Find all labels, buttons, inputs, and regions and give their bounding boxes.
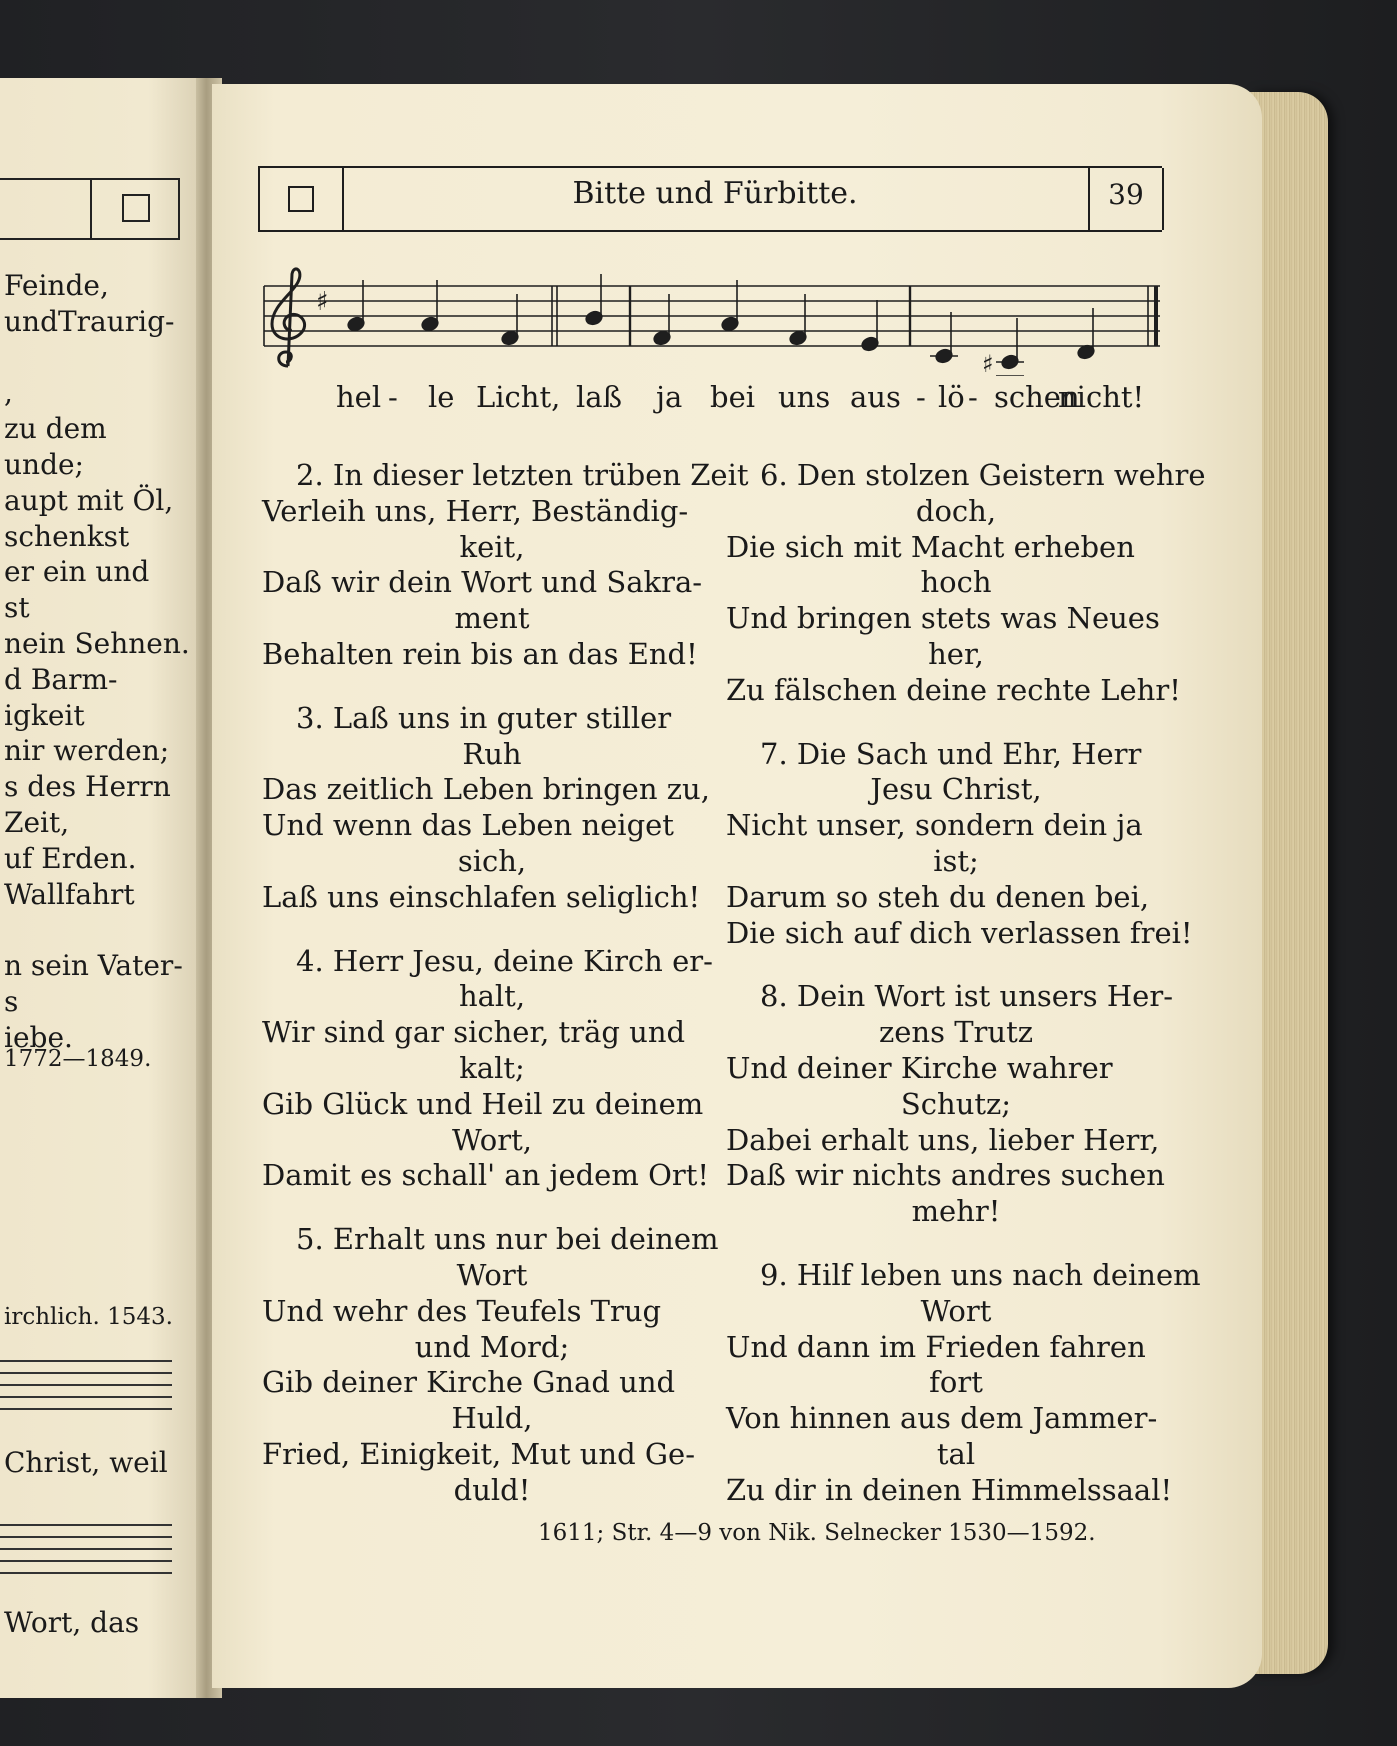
left-page-line: zu dem — [4, 412, 107, 446]
left-page — [0, 78, 212, 1698]
melody-lyrics — [258, 380, 1164, 426]
lyric-syllable: bei — [710, 380, 756, 414]
verse-line: 4. Herr Jesu, deine Kirch er- — [296, 943, 713, 978]
treble-clef-icon — [272, 269, 305, 366]
verse-line: Gib deiner Kirche Gnad und — [262, 1365, 676, 1400]
left-page-line: er ein und — [4, 555, 150, 589]
left-bottom-line-2: Wort, das — [4, 1606, 140, 1639]
verse-line: Zu dir in deinen Himmelssaal! — [726, 1472, 1173, 1507]
lyric-syllable: aus — [850, 380, 901, 414]
verse-line: und Mord; — [414, 1329, 570, 1364]
stanza-gap — [726, 951, 1186, 979]
verse-line: Darum so steh du denen bei, — [726, 879, 1150, 914]
left-page-line: , — [4, 376, 13, 410]
verse-line: 6. Den stolzen Geistern wehre — [760, 458, 1206, 492]
page-header — [258, 166, 1162, 232]
verses-left-column — [262, 458, 749, 1509]
verse-line: Und deiner Kirche wahrer — [726, 1050, 1113, 1085]
verse-line: keit, — [459, 529, 525, 564]
verse-line: Wort — [456, 1257, 528, 1292]
left-page-line: igkeit — [4, 698, 85, 732]
header-divider — [90, 180, 92, 238]
stanza-gap — [726, 709, 1186, 737]
verse-line: 8. Dein Wort ist unsers Her- — [760, 979, 1174, 1014]
verse-line: ist; — [933, 843, 979, 878]
verse-line: 9. Hilf leben uns nach deinem — [760, 1257, 1201, 1292]
verse-line: Zu fälschen deine rechte Lehr! — [726, 672, 1181, 707]
left-page-line: aupt mit Öl, — [4, 483, 174, 517]
verse-line: Dabei erhalt uns, lieber Herr, — [726, 1122, 1160, 1157]
left-page-line: d Barm- — [4, 662, 118, 696]
verse-line: Die sich mit Macht erheben — [726, 529, 1135, 564]
music-staff — [258, 266, 1164, 376]
verse-line: Damit es schall' an jedem Ort! — [262, 1158, 710, 1193]
left-page-line: st — [4, 591, 30, 625]
left-staff-2 — [0, 1524, 172, 1584]
verse-line: doch, — [915, 493, 997, 528]
left-page-line — [4, 340, 194, 376]
left-page-line: Zeit, — [4, 805, 70, 839]
left-page-line: undTraurig- — [4, 304, 175, 338]
verse-line: Und bringen stets was Neues — [726, 601, 1160, 636]
left-page-text — [4, 268, 194, 1056]
verse-line: Jesu Christ, — [870, 772, 1042, 807]
verse-line: fort — [929, 1365, 983, 1400]
lyric-syllable: nicht! — [1058, 380, 1145, 414]
left-page-line: Feinde, — [4, 269, 109, 302]
verse-line: Daß wir nichts andres suchen — [726, 1158, 1165, 1193]
verse-line: Behalten rein bis an das End! — [262, 636, 698, 671]
footer-credit: 1611; Str. 4—9 von Nik. Selnecker 1530—1592. — [538, 1520, 1096, 1546]
stanza-gap — [262, 916, 722, 944]
verse-line: Und wehr des Teufels Trug — [262, 1293, 662, 1328]
left-page-line: n sein Vater- — [4, 949, 183, 983]
sharp-icon: ♯ — [982, 350, 994, 376]
left-page-line: iebe. — [4, 1020, 73, 1054]
left-credit-2: irchlich. 1543. — [4, 1304, 173, 1330]
verse-line: Das zeitlich Leben bringen zu, — [262, 772, 710, 807]
verse-line: zens Trutz — [878, 1015, 1034, 1050]
verse-line: Ruh — [462, 736, 522, 771]
verse-line: her, — [928, 636, 984, 671]
verse-line: halt, — [458, 979, 526, 1014]
left-page-line: Wallfahrt — [4, 877, 135, 911]
stanza-gap — [726, 1230, 1186, 1258]
verse-line: Wort, — [451, 1122, 533, 1157]
verse-line: sich, — [457, 843, 527, 878]
lyric-syllable: laß — [576, 380, 622, 414]
verse-line: Wort — [920, 1293, 992, 1328]
verse-line: Gib Glück und Heil zu deinem — [262, 1086, 704, 1121]
verse-line: Schutz; — [900, 1086, 1012, 1121]
verse-line: kalt; — [459, 1050, 525, 1085]
verse-line: tal — [936, 1436, 976, 1471]
verse-line: Daß wir dein Wort und Sakra- — [262, 565, 703, 600]
verse-line: Verleih uns, Herr, Beständig- — [262, 493, 689, 528]
stanza-gap — [262, 1194, 722, 1222]
lyric-syllable: hel — [336, 380, 382, 414]
lyric-syllable: - — [968, 380, 978, 414]
verse-line: duld! — [453, 1472, 531, 1507]
verse-line: Die sich auf dich verlassen frei! — [726, 915, 1193, 950]
verse-line: Von hinnen aus dem Jammer- — [726, 1401, 1158, 1436]
left-staff-1 — [0, 1360, 172, 1420]
left-page-line: nein Sehnen. — [4, 626, 190, 660]
verse-line: Wir sind gar sicher, träg und — [262, 1015, 686, 1050]
verse-line: Fried, Einigkeit, Mut und Ge- — [262, 1436, 695, 1471]
left-page-line — [4, 912, 194, 948]
page-number: 39 — [1108, 178, 1144, 211]
verse-line: Und dann im Frieden fahren — [726, 1329, 1146, 1364]
lyric-syllable: schen — [994, 380, 1080, 414]
verse-line: 5. Erhalt uns nur bei deinem — [296, 1222, 719, 1257]
lyric-syllable: le — [428, 380, 455, 414]
verses-right-column — [726, 458, 1206, 1509]
lyric-syllable: - — [916, 380, 926, 414]
verse-line: Laß uns einschlafen seliglich! — [262, 879, 701, 914]
lyric-syllable: ja — [656, 380, 683, 414]
verse-line: Und wenn das Leben neiget — [262, 808, 674, 843]
verse-line: 2. In dieser letzten trüben Zeit — [296, 458, 749, 492]
left-bottom-line-1: Christ, weil — [4, 1446, 168, 1479]
verse-line: Nicht unser, sondern dein ja — [726, 808, 1143, 843]
left-page-line: uf Erden. — [4, 841, 137, 875]
verse-line: ment — [454, 601, 530, 636]
stanza-gap — [262, 673, 722, 701]
verse-line: hoch — [920, 565, 992, 600]
left-page-line: schenkst — [4, 519, 130, 553]
verse-line: Huld, — [451, 1401, 533, 1436]
sharp-icon: ♯ — [316, 287, 329, 317]
header-box-icon — [122, 194, 150, 222]
left-page-header — [0, 178, 180, 240]
verse-line: 3. Laß uns in guter stiller — [296, 700, 672, 735]
page-title: Bitte und Fürbitte. — [572, 176, 858, 211]
left-page-line: s — [4, 984, 19, 1018]
left-page-line: s des Herrn — [4, 770, 171, 804]
verse-line: 7. Die Sach und Ehr, Herr — [760, 736, 1142, 771]
left-page-line: unde; — [4, 447, 84, 481]
verse-line: mehr! — [911, 1194, 1001, 1229]
left-credit: 1772—1849. — [4, 1046, 152, 1072]
header-box-icon — [288, 186, 314, 212]
lyric-syllable: - — [388, 380, 398, 414]
lyric-syllable: uns — [778, 380, 831, 414]
left-page-line: nir werden; — [4, 734, 170, 768]
lyric-syllable: lö — [938, 380, 965, 414]
lyric-syllable: Licht, — [476, 380, 561, 414]
